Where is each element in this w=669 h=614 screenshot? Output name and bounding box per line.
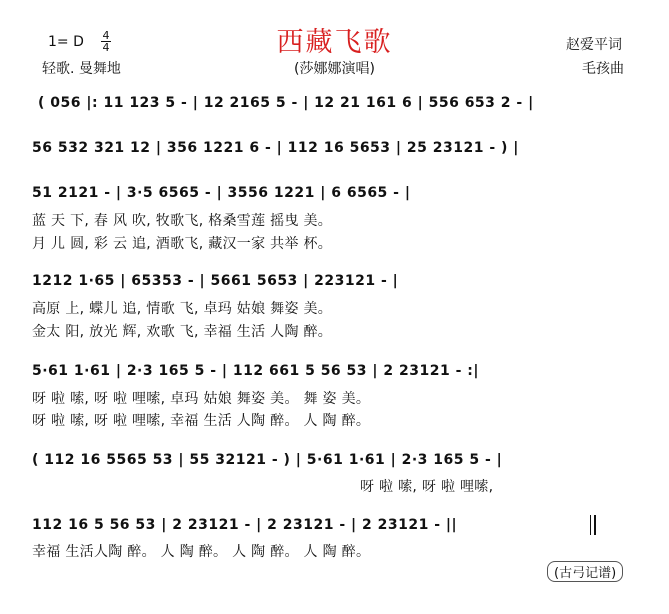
final-barline-thin <box>590 515 591 535</box>
lyrics-system-7: 幸福 生活人陶 醉。 人 陶 醉。 人 陶 醉。 人 陶 醉。 <box>32 544 371 560</box>
transcriber-note: (古弓记谱) <box>547 561 623 582</box>
meter-bottom: 4 <box>102 41 110 54</box>
meter-top: 4 <box>102 29 110 42</box>
performer: (莎娜娜演唱) <box>294 61 375 77</box>
notes-system-5: 5·61 1·61 | 2·3 165 5 - | 112 661 5 56 53 | 2 23121 - :| <box>32 363 479 379</box>
notes-system-4: 1212 1·65 | 65353 - | 5661 5653 | 223121 - | <box>32 273 399 289</box>
lyricist: 赵爱平词 <box>566 37 622 53</box>
composer: 毛孩曲 <box>582 61 624 77</box>
lyrics-system-3-verse-1: 蓝 天 下, 春 风 吹, 牧歌飞, 格桑雪莲 摇曳 美。 <box>32 213 333 229</box>
final-barline <box>594 515 596 535</box>
lyrics-system-4-verse-1: 高原 上, 蝶儿 追, 情歌 飞, 卓玛 姑娘 舞姿 美。 <box>32 301 333 317</box>
lyrics-system-6: 呀 啦 嗦, 呀 啦 哩嗦, <box>360 479 494 495</box>
lyrics-system-5-verse-1: 呀 啦 嗦, 呀 啦 哩嗦, 卓玛 姑娘 舞姿 美。 舞 姿 美。 <box>32 391 371 407</box>
notes-system-1: ( 056 |: 11 123 5 - | 12 2165 5 - | 12 21 161 6 | 556 653 2 - | <box>38 95 534 111</box>
lyrics-system-4-verse-2: 金太 阳, 放光 辉, 欢歌 飞, 幸福 生活 人陶 醉。 <box>32 324 333 340</box>
time-signature <box>101 30 111 53</box>
notes-system-3: 51 2121 - | 3·5 6565 - | 3556 1221 | 6 6565 - | <box>32 185 411 201</box>
lyrics-system-3-verse-2: 月 儿 圆, 彩 云 追, 酒歌飞, 藏汉一家 共举 杯。 <box>32 236 333 252</box>
key-signature: 1= D <box>48 34 84 50</box>
notes-system-6: ( 112 16 5565 53 | 55 32121 - ) | 5·61 1·61 | 2·3 165 5 - | <box>32 452 503 468</box>
lyrics-system-5-verse-2: 呀 啦 嗦, 呀 啦 哩嗦, 幸福 生活 人陶 醉。 人 陶 醉。 <box>32 413 371 429</box>
song-title: 西藏飞歌 <box>276 27 393 58</box>
notes-system-7: 112 16 5 56 53 | 2 23121 - | 2 23121 - | 2 23121 - || <box>32 517 458 533</box>
notes-system-2: 56 532 321 12 | 356 1221 6 - | 112 16 5653 | 25 23121 - ) | <box>32 140 519 156</box>
tempo-style: 轻歌. 曼舞地 <box>42 61 121 77</box>
